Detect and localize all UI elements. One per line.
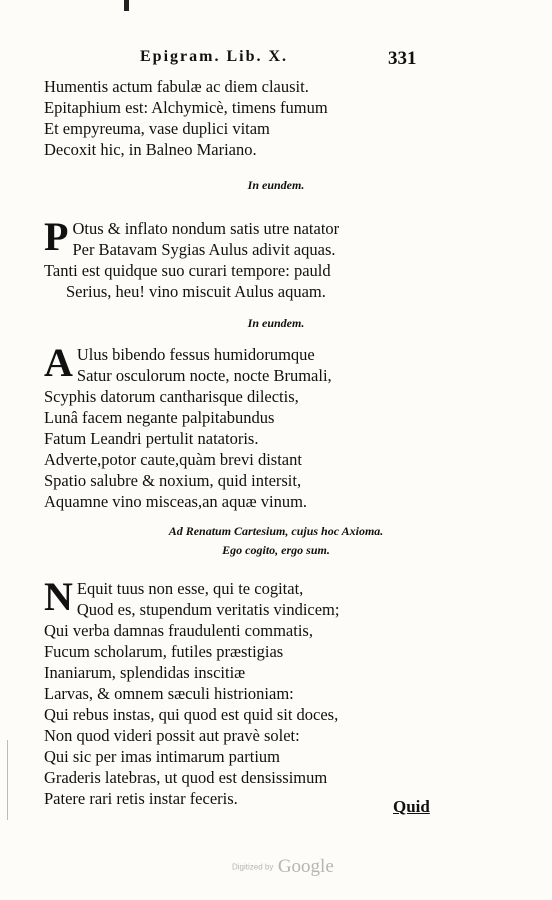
verse-line: Adverte,potor caute,quàm brevi distant <box>44 450 302 469</box>
section-heading: Ad Renatum Cartesium, cujus hoc Axioma. <box>168 524 384 538</box>
verse-line: Satur osculorum nocte, nocte Brumali, <box>76 366 332 385</box>
verse-line: Graderis latebras, ut quod est densissimum <box>44 768 328 787</box>
verse-line: Epitaphium est: Alchymicè, timens fumum <box>44 98 328 117</box>
digitized-by-label: Digitized by <box>232 862 274 872</box>
drop-capital: A <box>44 340 73 385</box>
epigram-otus <box>44 214 442 302</box>
epigram-continuation <box>44 76 442 160</box>
section-heading: In eundem. <box>247 178 305 192</box>
ink-mark <box>124 0 129 11</box>
verse-line: Fucum scholarum, futiles præstigias <box>44 642 284 661</box>
page-number: 331 <box>388 48 417 69</box>
verse-line: Decoxit hic, in Balneo Mariano. <box>44 140 257 159</box>
digitization-watermark <box>232 856 334 878</box>
running-title: Epigram. Lib. X. <box>140 48 289 65</box>
verse-line: Ulus bibendo fessus humidorumque <box>76 345 315 364</box>
drop-capital: P <box>44 214 69 259</box>
verse-line: Per Batavam Sygias Aulus adivit aquas. <box>72 240 336 259</box>
verse-line: Spatio salubre & noxium, quid intersit, <box>44 471 302 490</box>
drop-capital: N <box>44 574 73 619</box>
verse-line: Aquamne vino misceas,an aquæ vinum. <box>44 492 308 511</box>
verse-line: Larvas, & omnem sæculi histrioniam: <box>44 684 294 703</box>
verse-line: Et empyreuma, vase duplici vitam <box>44 119 270 138</box>
verse-line: Scyphis datorum cantharisque dilectis, <box>44 387 299 406</box>
verse-line: Qui sic per imas intimarum partium <box>44 747 280 766</box>
page-edge-shadow <box>7 740 8 820</box>
catchword: Quid <box>393 797 430 816</box>
epigram-aulus <box>44 340 442 512</box>
epigram-cartesius <box>44 574 442 809</box>
verse-line: Non quod videri possit aut pravè solet: <box>44 726 300 745</box>
verse-line: Qui verba damnas fraudulenti commatis, <box>44 621 313 640</box>
verse-line: Serius, heu! vino miscuit Aulus aquam. <box>66 282 326 301</box>
verse-line: Tanti est quidque suo curari tempore: pauld <box>44 261 331 280</box>
verse-line: Inaniarum, splendidas inscitiæ <box>44 663 246 682</box>
verse-line: Lunâ facem negante palpitabundus <box>44 408 275 427</box>
section-heading: In eundem. <box>247 316 305 330</box>
verse-line: Quod es, stupendum veritatis vindicem; <box>76 600 340 619</box>
google-logo: Google <box>277 856 334 877</box>
verse-line: Otus & inflato nondum satis utre natator <box>72 219 340 238</box>
verse-line: Equit tuus non esse, qui te cogitat, <box>76 579 304 598</box>
verse-line: Qui rebus instas, qui quod est quid sit doces, <box>44 705 339 724</box>
verse-line: Humentis actum fabulæ ac diem clausit. <box>44 77 309 96</box>
verse-line: Patere rari retis instar feceris. <box>44 789 238 808</box>
verse-line: Fatum Leandri pertulit natatoris. <box>44 429 259 448</box>
section-subheading: Ego cogito, ergo sum. <box>222 543 330 557</box>
